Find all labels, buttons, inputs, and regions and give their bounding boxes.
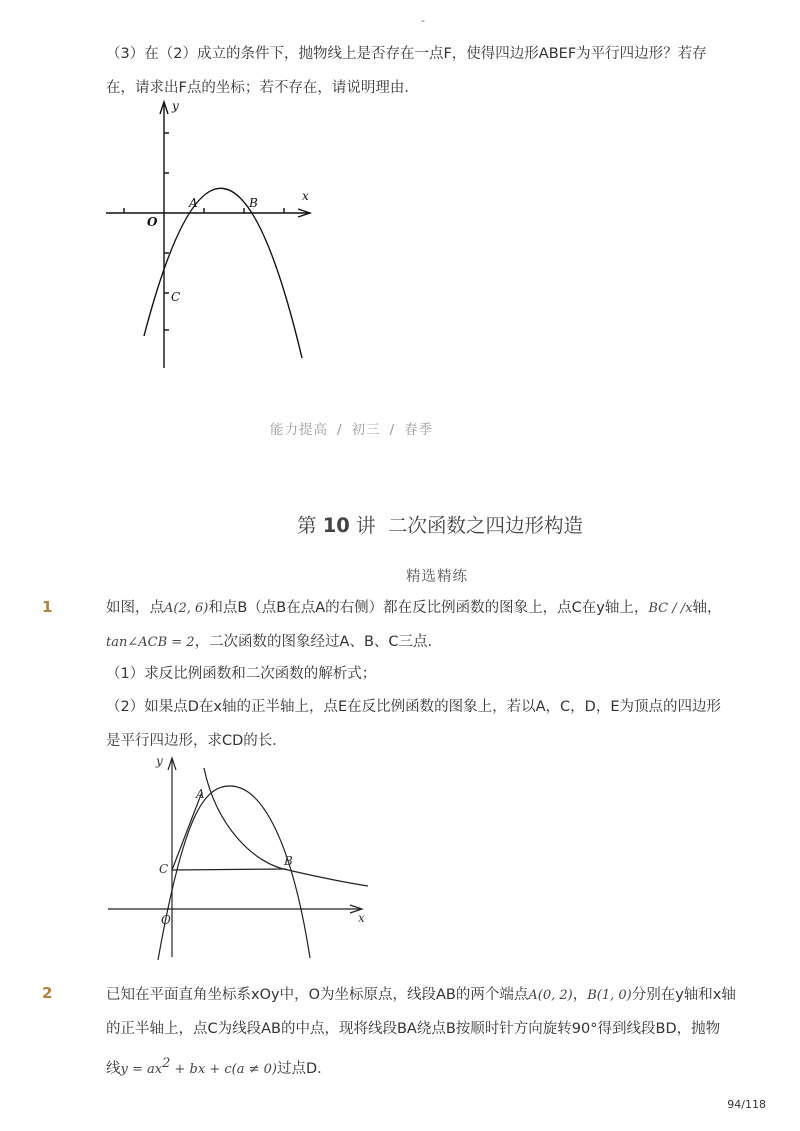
lecture-suffix: 讲 xyxy=(356,514,376,537)
lecture-title-text: 二次函数之四边形构造 xyxy=(387,514,583,537)
header-dash: - xyxy=(421,14,425,27)
label-a: A xyxy=(189,196,198,210)
p2-l3-b: 过点D． xyxy=(276,1060,332,1077)
p2-l1-math-b: B(1, 0) xyxy=(587,988,632,1003)
p2-l1-math-a: A(0, 2) xyxy=(528,988,573,1003)
label-b: B xyxy=(284,854,293,868)
label-y: y xyxy=(172,99,179,113)
p2-l1-c: 分别在y轴和x轴 xyxy=(631,987,736,1003)
label-b: B xyxy=(249,196,258,210)
segment-ac xyxy=(172,792,202,870)
page-number: 94/118 xyxy=(727,1098,766,1111)
figure-parabola xyxy=(100,96,320,376)
problem-1-line-3: （1）求反比例函数和二次函数的解析式； xyxy=(106,666,377,682)
label-x: x xyxy=(302,189,309,203)
crumb-sep: / xyxy=(337,422,343,438)
problem-2-number: 2 xyxy=(42,984,53,1002)
p1-l1-a: 如图，点 xyxy=(106,600,164,616)
problem-2-line-2: 的正半轴上，点C为线段AB的中点，现将线段BA绕点B按顺时针方向旋转90°得到线段BD，抛物 xyxy=(106,1021,721,1037)
crumb-part-1: 能力提高 xyxy=(270,422,328,438)
p2-l3-math-a: y = ax xyxy=(120,1061,163,1077)
label-o: O xyxy=(161,913,171,927)
problem-2-line-3 xyxy=(106,1054,332,1080)
section-subtitle: 精选精练 xyxy=(406,569,468,585)
problem-1-line-2 xyxy=(106,632,442,653)
crumb-part-2: 初三 xyxy=(351,422,381,438)
p1-l1-b: 和点B（点B在点A的右侧）都在反比例函数的图象上，点C在y轴上， xyxy=(208,600,649,616)
p2-l3-sup: 2 xyxy=(162,1056,171,1071)
label-x: x xyxy=(358,911,365,925)
lecture-prefix: 第 xyxy=(297,514,317,537)
p1-l1-math-a: A(2, 6) xyxy=(164,601,209,616)
lecture-title xyxy=(0,510,800,538)
prev-problem-line-1: （3）在（2）成立的条件下，抛物线上是否存在一点F，使得四边形ABEF为平行四边形？若存 xyxy=(106,46,707,62)
p1-l1-c: 轴， xyxy=(692,600,722,616)
label-o: O xyxy=(147,215,158,229)
p1-l2-b: ，二次函数的图象经过A、B、C三点． xyxy=(194,634,443,650)
p2-l1-b: ， xyxy=(572,987,588,1003)
p2-l1-a: 已知在平面直角坐标系xOy中，O为坐标原点，线段AB的两个端点 xyxy=(106,987,529,1003)
problem-1-line-4: （2）如果点D在x轴的正半轴上，点E在反比例函数的图象上，若以A，C，D，E为顶点的四边形 xyxy=(106,699,722,715)
lecture-number: 10 xyxy=(322,514,350,537)
problem-1-number: 1 xyxy=(42,598,53,616)
figure-hyperbola-parabola xyxy=(104,752,374,962)
footer-breadcrumb xyxy=(270,418,433,438)
crumb-sep: / xyxy=(389,422,396,438)
p1-l1-math-b: BC / /x xyxy=(648,601,693,616)
prev-problem-line-2: 在，请求出F点的坐标；若不存在，请说明理由． xyxy=(106,80,419,96)
label-c: C xyxy=(159,862,169,876)
crumb-part-3: 春季 xyxy=(404,422,434,438)
p2-l3-math-b: + bx + c(a ≠ 0) xyxy=(170,1061,277,1077)
problem-2-line-1 xyxy=(106,985,736,1006)
segment-cb xyxy=(172,869,286,870)
p2-l3-a: 线 xyxy=(106,1060,121,1077)
label-a: A xyxy=(196,787,205,801)
parabola-curve xyxy=(158,786,310,960)
problem-1-line-5: 是平行四边形，求CD的长． xyxy=(106,733,287,749)
p1-l2-math: tan∠ACB = 2 xyxy=(106,635,195,650)
parabola-curve xyxy=(144,188,302,358)
label-c: C xyxy=(171,290,181,304)
label-y: y xyxy=(156,754,163,768)
problem-1-line-1 xyxy=(106,598,721,619)
